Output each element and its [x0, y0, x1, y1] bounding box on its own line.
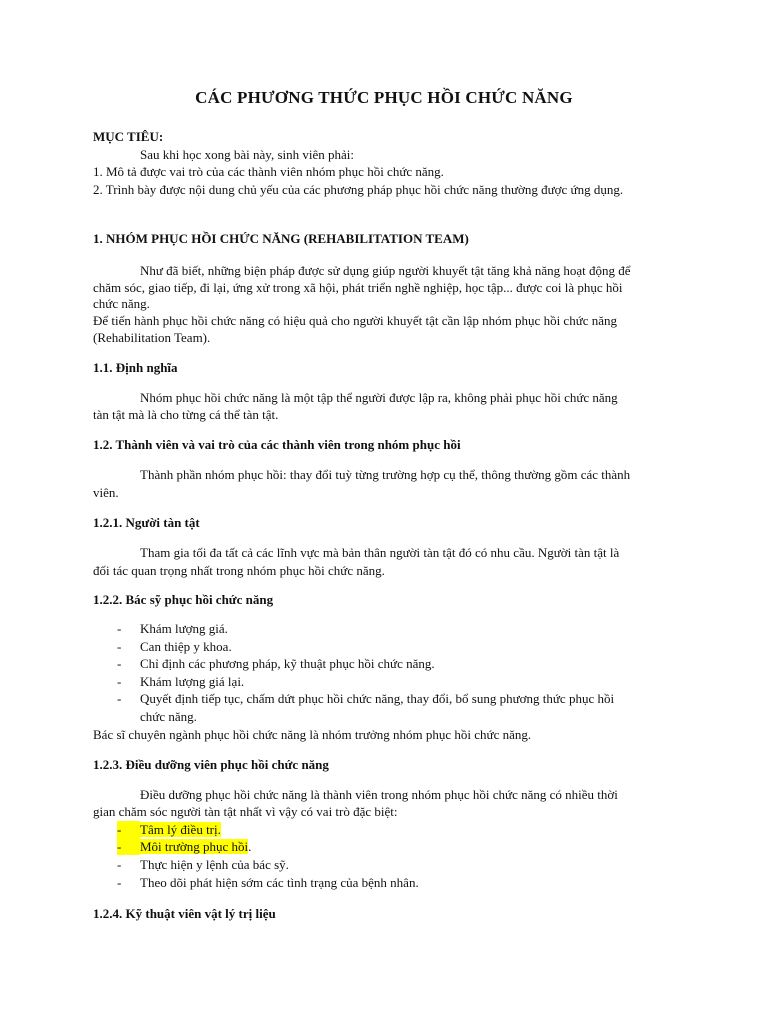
subsection-heading: 1.2.2. Bác sỹ phục hồi chức năng: [93, 592, 274, 607]
paragraph-line: viên.: [93, 485, 119, 500]
paragraph-line: (Rehabilitation Team).: [93, 330, 211, 345]
bullet-dash-highlighted: -: [117, 838, 140, 855]
bullet-dash: -: [117, 621, 122, 636]
paragraph-line: Thành phần nhóm phục hồi: thay đổi tuỳ từng trường hợp cụ thể, thông thường gồm các thành: [140, 467, 631, 482]
paragraph-line: đối tác quan trọng nhất trong nhóm phục hồi chức năng.: [93, 563, 385, 578]
highlight-span: Tâm lý điều trị.: [140, 822, 221, 837]
paragraph-line: Tham gia tối đa tất cả các lĩnh vực mà bản thân người tàn tật đó có nhu cầu. Người tàn tật là: [140, 545, 620, 560]
paragraph-line: Bác sĩ chuyên ngành phục hồi chức năng là nhóm trưởng nhóm phục hồi chức năng.: [93, 727, 532, 742]
subsection-heading: 1.1. Định nghĩa: [93, 360, 178, 375]
paragraph-line: Nhóm phục hồi chức năng là một tập thể người được lập ra, không phải phục hồi chức năng: [140, 390, 618, 405]
bullet-dash: -: [117, 674, 122, 689]
objectives-heading: MỤC TIÊU:: [93, 129, 164, 144]
paragraph-line: Để tiến hành phục hồi chức năng có hiệu quả cho người khuyết tật cần lập nhóm phục hồi chức năng: [93, 313, 618, 328]
subsection-heading: 1.2.3. Điều dưỡng viên phục hồi chức năng: [93, 757, 329, 772]
bullet-item: Theo dõi phát hiện sớm các tình trạng của bệnh nhân.: [140, 875, 419, 890]
bullet-continuation: chức năng.: [140, 709, 197, 724]
bullet-item: Thực hiện y lệnh của bác sỹ.: [140, 857, 289, 872]
bullet-item: Khám lượng giá lại.: [140, 674, 245, 689]
bullet-item-highlighted: [140, 821, 221, 838]
bullet-dash: -: [117, 857, 122, 872]
subsection-heading: 1.2. Thành viên và vai trò của các thành viên trong nhóm phục hồi: [93, 437, 461, 452]
bullet-item: Khám lượng giá.: [140, 621, 228, 636]
bullet-dash: -: [117, 875, 122, 890]
objectives-intro: Sau khi học xong bài này, sinh viên phải:: [140, 147, 354, 162]
paragraph-line: gian chăm sóc người tàn tật nhất vì vậy có vai trò đặc biệt:: [93, 804, 398, 819]
bullet-item: Chỉ định các phương pháp, kỹ thuật phục hồi chức năng.: [140, 656, 435, 671]
bullet-item: Can thiệp y khoa.: [140, 639, 232, 654]
subsection-heading: 1.2.1. Người tàn tật: [93, 515, 200, 530]
bullet-dash: -: [117, 691, 122, 706]
paragraph-line: tàn tật mà là cho từng cá thể tàn tật.: [93, 407, 279, 422]
objective-item: 1. Mô tả được vai trò của các thành viên nhóm phục hồi chức năng.: [93, 164, 444, 179]
paragraph-line: Như đã biết, những biện pháp được sử dụng giúp người khuyết tật tăng khả năng hoạt động để: [140, 263, 631, 278]
bullet-dash: -: [117, 639, 122, 654]
paragraph-line: Điều dưỡng phục hồi chức năng là thành viên trong nhóm phục hồi chức năng có nhiều thời: [140, 787, 618, 802]
bullet-dash-highlighted: -: [117, 821, 140, 838]
paragraph-line: chăm sóc, giao tiếp, đi lại, ứng xử trong xã hội, phát triển nghề nghiệp, học tập... được coi là phục hồi: [93, 280, 623, 295]
objective-item: 2. Trình bày được nội dung chủ yếu của các phương pháp phục hồi chức năng thường được ứng dụng.: [93, 182, 624, 197]
section-heading: 1. NHÓM PHỤC HỒI CHỨC NĂNG (REHABILITATION TEAM): [93, 231, 469, 246]
bullet-dash: -: [117, 656, 122, 671]
highlight-span: Môi trường phục hồi: [140, 839, 249, 854]
bullet-suffix: .: [248, 839, 252, 854]
bullet-item: Quyết định tiếp tục, chấm dứt phục hồi chức năng, thay đổi, bổ sung phương thức phục hồi: [140, 691, 615, 706]
bullet-item-highlighted: [140, 838, 251, 855]
paragraph-line: chức năng.: [93, 296, 150, 311]
document-title: CÁC PHƯƠNG THỨC PHỤC HỒI CHỨC NĂNG: [195, 88, 573, 107]
subsection-heading: 1.2.4. Kỹ thuật viên vật lý trị liệu: [93, 906, 276, 921]
